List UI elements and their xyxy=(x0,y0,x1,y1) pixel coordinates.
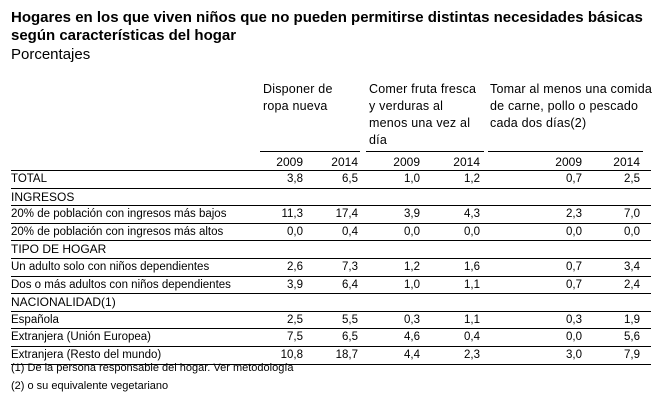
table-cell: 0,3 xyxy=(566,313,582,326)
table-cell: 2,5 xyxy=(287,313,303,326)
table-cell: 7,9 xyxy=(624,349,640,361)
table-cell: 2,4 xyxy=(624,278,640,291)
table-cell: 7,5 xyxy=(287,331,303,344)
table-row xyxy=(11,170,651,189)
table-cell: 0,0 xyxy=(287,225,303,238)
table-cell: 0,3 xyxy=(404,313,420,326)
table-row xyxy=(11,223,651,242)
table-cell: 3,9 xyxy=(287,278,303,291)
table-cell: 0,7 xyxy=(566,173,582,185)
table-cell: 7,3 xyxy=(342,261,358,273)
table-cell: 1,6 xyxy=(464,261,480,273)
table-cell: 18,7 xyxy=(335,349,358,361)
row-label: Extranjera (Resto del mundo) xyxy=(11,349,162,361)
group-underline xyxy=(488,151,643,152)
column-group-header: Comer fruta fresca y verduras al menos una vez al día xyxy=(369,82,477,147)
table-cell: 1,1 xyxy=(464,278,480,291)
table-cell: 17,4 xyxy=(335,208,358,221)
year-header: 2014 xyxy=(453,155,480,169)
table-cell: 11,3 xyxy=(281,208,303,221)
year-header: 2009 xyxy=(276,155,303,169)
group-underline xyxy=(260,151,360,152)
table-title: Hogares en los que viven niños que no pueden permitirse distintas necesidades básicas según características del hogar xyxy=(11,9,643,44)
row-label: TIPO DE HOGAR xyxy=(11,242,107,257)
footnote: (1) De la persona responsable del hogar. Ver metodología xyxy=(11,362,294,374)
year-header: 2009 xyxy=(393,155,420,169)
column-group-header: Tomar al menos una comida de carne, pollo o pescado cada dos días(2) xyxy=(490,82,653,130)
table-cell: 0,0 xyxy=(624,225,640,238)
table-cell: 1,2 xyxy=(404,261,420,273)
table-cell: 5,6 xyxy=(624,331,640,344)
column-group-header: Disponer de ropa nueva xyxy=(263,82,333,113)
group-underline xyxy=(366,151,484,152)
row-label: Extranjera (Unión Europea) xyxy=(11,331,151,344)
table-cell: 6,5 xyxy=(342,331,358,344)
table-cell: 2,3 xyxy=(464,349,480,361)
table-cell: 0,0 xyxy=(404,225,420,238)
row-label: Dos o más adultos con niños dependientes xyxy=(11,278,231,291)
table-row xyxy=(11,276,651,295)
row-label: NACIONALIDAD(1) xyxy=(11,295,116,310)
table-cell: 3,9 xyxy=(404,208,420,221)
table-cell: 0,7 xyxy=(566,278,582,291)
table-cell: 0,7 xyxy=(566,261,582,273)
section-row xyxy=(11,293,651,312)
table-cell: 0,4 xyxy=(464,331,480,344)
row-label: INGRESOS xyxy=(11,189,75,204)
table-cell: 1,0 xyxy=(404,173,420,185)
row-label: TOTAL xyxy=(11,173,47,185)
table-cell: 3,4 xyxy=(624,261,640,273)
table-cell: 2,6 xyxy=(287,261,303,273)
table-row xyxy=(11,328,651,347)
row-label: Un adulto solo con niños dependientes xyxy=(11,261,210,273)
row-label: 20% de población con ingresos más bajos xyxy=(11,208,227,221)
table-cell: 0,0 xyxy=(464,225,480,238)
table-cell: 1,0 xyxy=(404,278,420,291)
table-cell: 1,2 xyxy=(464,173,480,185)
table-cell: 3,0 xyxy=(566,349,582,361)
year-header: 2014 xyxy=(331,155,358,169)
table-cell: 4,4 xyxy=(404,349,420,361)
row-label: Española xyxy=(11,313,59,326)
table-cell: 0,0 xyxy=(566,331,582,344)
table-cell: 2,3 xyxy=(566,208,582,221)
table-cell: 0,4 xyxy=(342,225,358,238)
table-cell: 10,8 xyxy=(280,349,303,361)
year-header: 2009 xyxy=(555,155,582,169)
table-cell: 4,6 xyxy=(404,331,420,344)
row-label: 20% de población con ingresos más altos xyxy=(11,225,224,238)
section-row xyxy=(11,188,651,207)
table-cell: 1,1 xyxy=(464,313,480,326)
table-cell: 2,5 xyxy=(624,173,640,185)
table-row xyxy=(11,258,651,277)
table-cell: 0,0 xyxy=(566,225,582,238)
table-cell: 4,3 xyxy=(464,208,480,221)
footnote: (2) o su equivalente vegetariano xyxy=(11,380,169,392)
table-cell: 6,5 xyxy=(342,173,358,185)
year-header: 2014 xyxy=(613,155,640,169)
table-row xyxy=(11,311,651,330)
table-cell: 6,4 xyxy=(342,278,358,291)
table-cell: 5,5 xyxy=(342,313,358,326)
table-cell: 3,8 xyxy=(287,173,303,185)
table-subtitle: Porcentajes xyxy=(11,46,91,63)
table-cell: 7,0 xyxy=(624,208,640,221)
table-row xyxy=(11,205,651,224)
table-cell: 1,9 xyxy=(624,313,640,326)
section-row xyxy=(11,240,651,259)
